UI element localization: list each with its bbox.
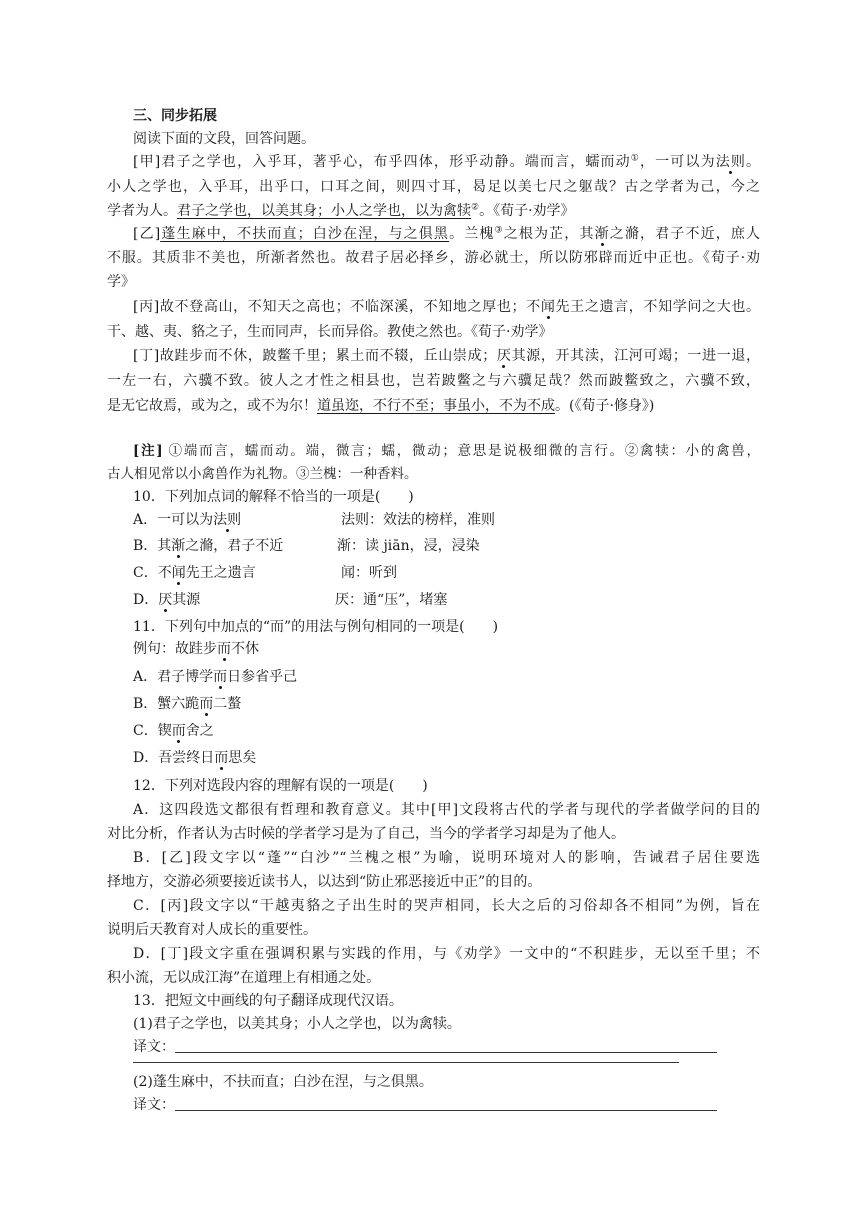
passage-yi-line-1: [乙]蓬生麻中，不扶而直；白沙在涅，与之俱黑。兰槐③之根为芷，其渐之滫，君子不近，庶人 xyxy=(133,225,761,242)
q10-option-a: A．一可以为法则 xyxy=(133,512,242,528)
passage-jia-line-2: 小人之学也，入乎耳，出乎口，口耳之间，则四寸耳，曷足以美七尺之躯哉？古之学者为己，今之 xyxy=(107,179,760,195)
answer-line[interactable] xyxy=(133,1062,679,1063)
q12-option-d-line-2: 积小流，无以成江海”在道理上有相通之处。 xyxy=(107,970,381,986)
underlined-sentence: 君子之学也，以美其身；小人之学也，以为禽犊 xyxy=(177,203,471,219)
passage-ding-line-2: 一左一右，六骥不致。彼人之才性之相县也，岂若跛鳖之与六骥足哉？然而跛鳖致之，六骥不致， xyxy=(107,373,760,389)
passage-bing-line-1: [丙]故不登高山，不知天之高也；不临深溪，不知地之厚也；不闻先王之遗言，不知学问之大也。 xyxy=(133,299,760,315)
underlined-sentence: 道虽迩，不行不至；事虽小，不为不成 xyxy=(317,398,555,414)
q13-answer-label-2: 译文： xyxy=(133,1097,175,1113)
question-11-stem: 11．下列句中加点的“而”的用法与例句相同的一项是( ) xyxy=(133,619,499,635)
q10-option-a-gloss: 法则：效法的榜样，准则 xyxy=(341,512,495,528)
answer-line[interactable] xyxy=(175,1052,717,1053)
q12-option-a-line-1: A．这四段选文都很有哲理和教育意义。其中[甲]文段将古代的学者与现代的学者做学问的目的 xyxy=(133,802,760,818)
passage-ding-line-3: 是无它故焉，或为之，或不为尔！道虽迩，不行不至；事虽小，不为不成。(《荀子·修身》) xyxy=(107,398,655,414)
passage-jia-line-3: 学者为人。君子之学也，以美其身；小人之学也，以为禽犊②。《荀子·劝学》 xyxy=(107,202,575,219)
section-title: 三、同步拓展 xyxy=(133,108,217,124)
instruction: 阅读下面的文段，回答问题。 xyxy=(133,131,315,147)
q12-option-b-line-2: 择地方，交游必须要接近读书人，以达到“防止邪恶接近中正”的目的。 xyxy=(107,874,542,890)
question-13-stem: 13．把短文中画线的句子翻译成现代汉语。 xyxy=(133,993,403,1009)
q11-example: 例句：故跬步而不休 xyxy=(133,641,259,657)
q11-option-c: C．锲而舍之 xyxy=(133,723,214,739)
q13-sentence-2: (2)蓬生麻中，不扶而直；白沙在涅，与之俱黑。 xyxy=(133,1074,433,1090)
passage-yi-line-2: 不服。其质非不美也，所渐者然也。故君子居必择乡，游必就士，所以防邪辟而近中正也。《荀子·劝 xyxy=(107,250,760,266)
q11-option-a: A．君子博学而日参省乎己 xyxy=(133,669,298,685)
q10-option-b: B．其渐之滫，君子不近 xyxy=(133,538,284,554)
q10-option-c-gloss: 闻：听到 xyxy=(341,565,397,581)
answer-line[interactable] xyxy=(175,1110,717,1111)
q10-option-d-gloss: 厌：通“压”，堵塞 xyxy=(335,592,448,608)
q10-option-c: C．不闻先王之遗言 xyxy=(133,565,256,581)
passage-ding-line-1: [丁]故跬步而不休，跛鳖千里；累土而不辍，丘山崇成；厌其源，开其渎，江河可竭；一进一退， xyxy=(133,348,761,364)
dotted-word: 闻 xyxy=(540,299,556,315)
q12-option-d-line-1: D．[丁]段文字重在强调积累与实践的作用，与《劝学》一文中的“不积跬步，无以至千里；不 xyxy=(133,946,760,962)
question-12-stem: 12．下列对选段内容的理解有误的一项是( ) xyxy=(133,778,428,794)
dotted-word: 法则 xyxy=(715,154,747,170)
q12-option-c-line-2: 说明后天教育对人成长的重要性。 xyxy=(107,922,317,938)
q10-option-b-gloss: 渐：读 jiān，浸，浸染 xyxy=(337,538,480,554)
dotted-word: 厌 xyxy=(496,348,512,364)
passage-jia-line-1: [甲]君子之学也，入乎耳，著乎心，布乎四体，形乎动静。端而言，蠕而动①，一可以为法则。 xyxy=(133,153,761,170)
notes-line-2: 古人相见常以小禽兽作为礼物。③兰槐：一种香料。 xyxy=(107,466,418,482)
q11-option-b: B．蟹六跪而二螯 xyxy=(133,696,242,712)
dotted-word: 渐 xyxy=(594,226,610,242)
q10-option-d: D．厌其源 xyxy=(133,592,201,608)
q12-option-c-line-1: C．[丙]段文字以“干越夷貉之子出生时的哭声相同，长大之后的习俗却各不相同”为例，旨在 xyxy=(133,898,760,914)
q13-sentence-1: (1)君子之学也，以美其身；小人之学也，以为禽犊。 xyxy=(133,1016,461,1032)
q11-option-d: D．吾尝终日而思矣 xyxy=(133,750,257,766)
q12-option-b-line-1: B．[乙]段文字以“蓬”“白沙”“兰槐之根”为喻，说明环境对人的影响，告诫君子居住要选 xyxy=(133,850,760,866)
underlined-sentence: 蓬生麻中，不扶而直；白沙在涅，与之俱黑 xyxy=(160,226,450,242)
notes-line-1: [注] ①端而言，蠕而动。端，微言；蠕，微动；意思是说极细微的言行。②禽犊：小的禽兽， xyxy=(133,443,760,459)
q13-answer-label-1: 译文： xyxy=(133,1039,175,1055)
question-10-stem: 10．下列加点词的解释不恰当的一项是( ) xyxy=(133,489,414,505)
passage-bing-line-2: 干、越、夷、貉之子，生而同声，长而异俗。教使之然也。《荀子·劝学》 xyxy=(107,324,553,340)
passage-yi-line-3: 学》 xyxy=(107,274,135,290)
q12-option-a-line-2: 对比分析，作者认为古时候的学者学习是为了自己，当今的学者学习却是为了他人。 xyxy=(107,826,625,842)
